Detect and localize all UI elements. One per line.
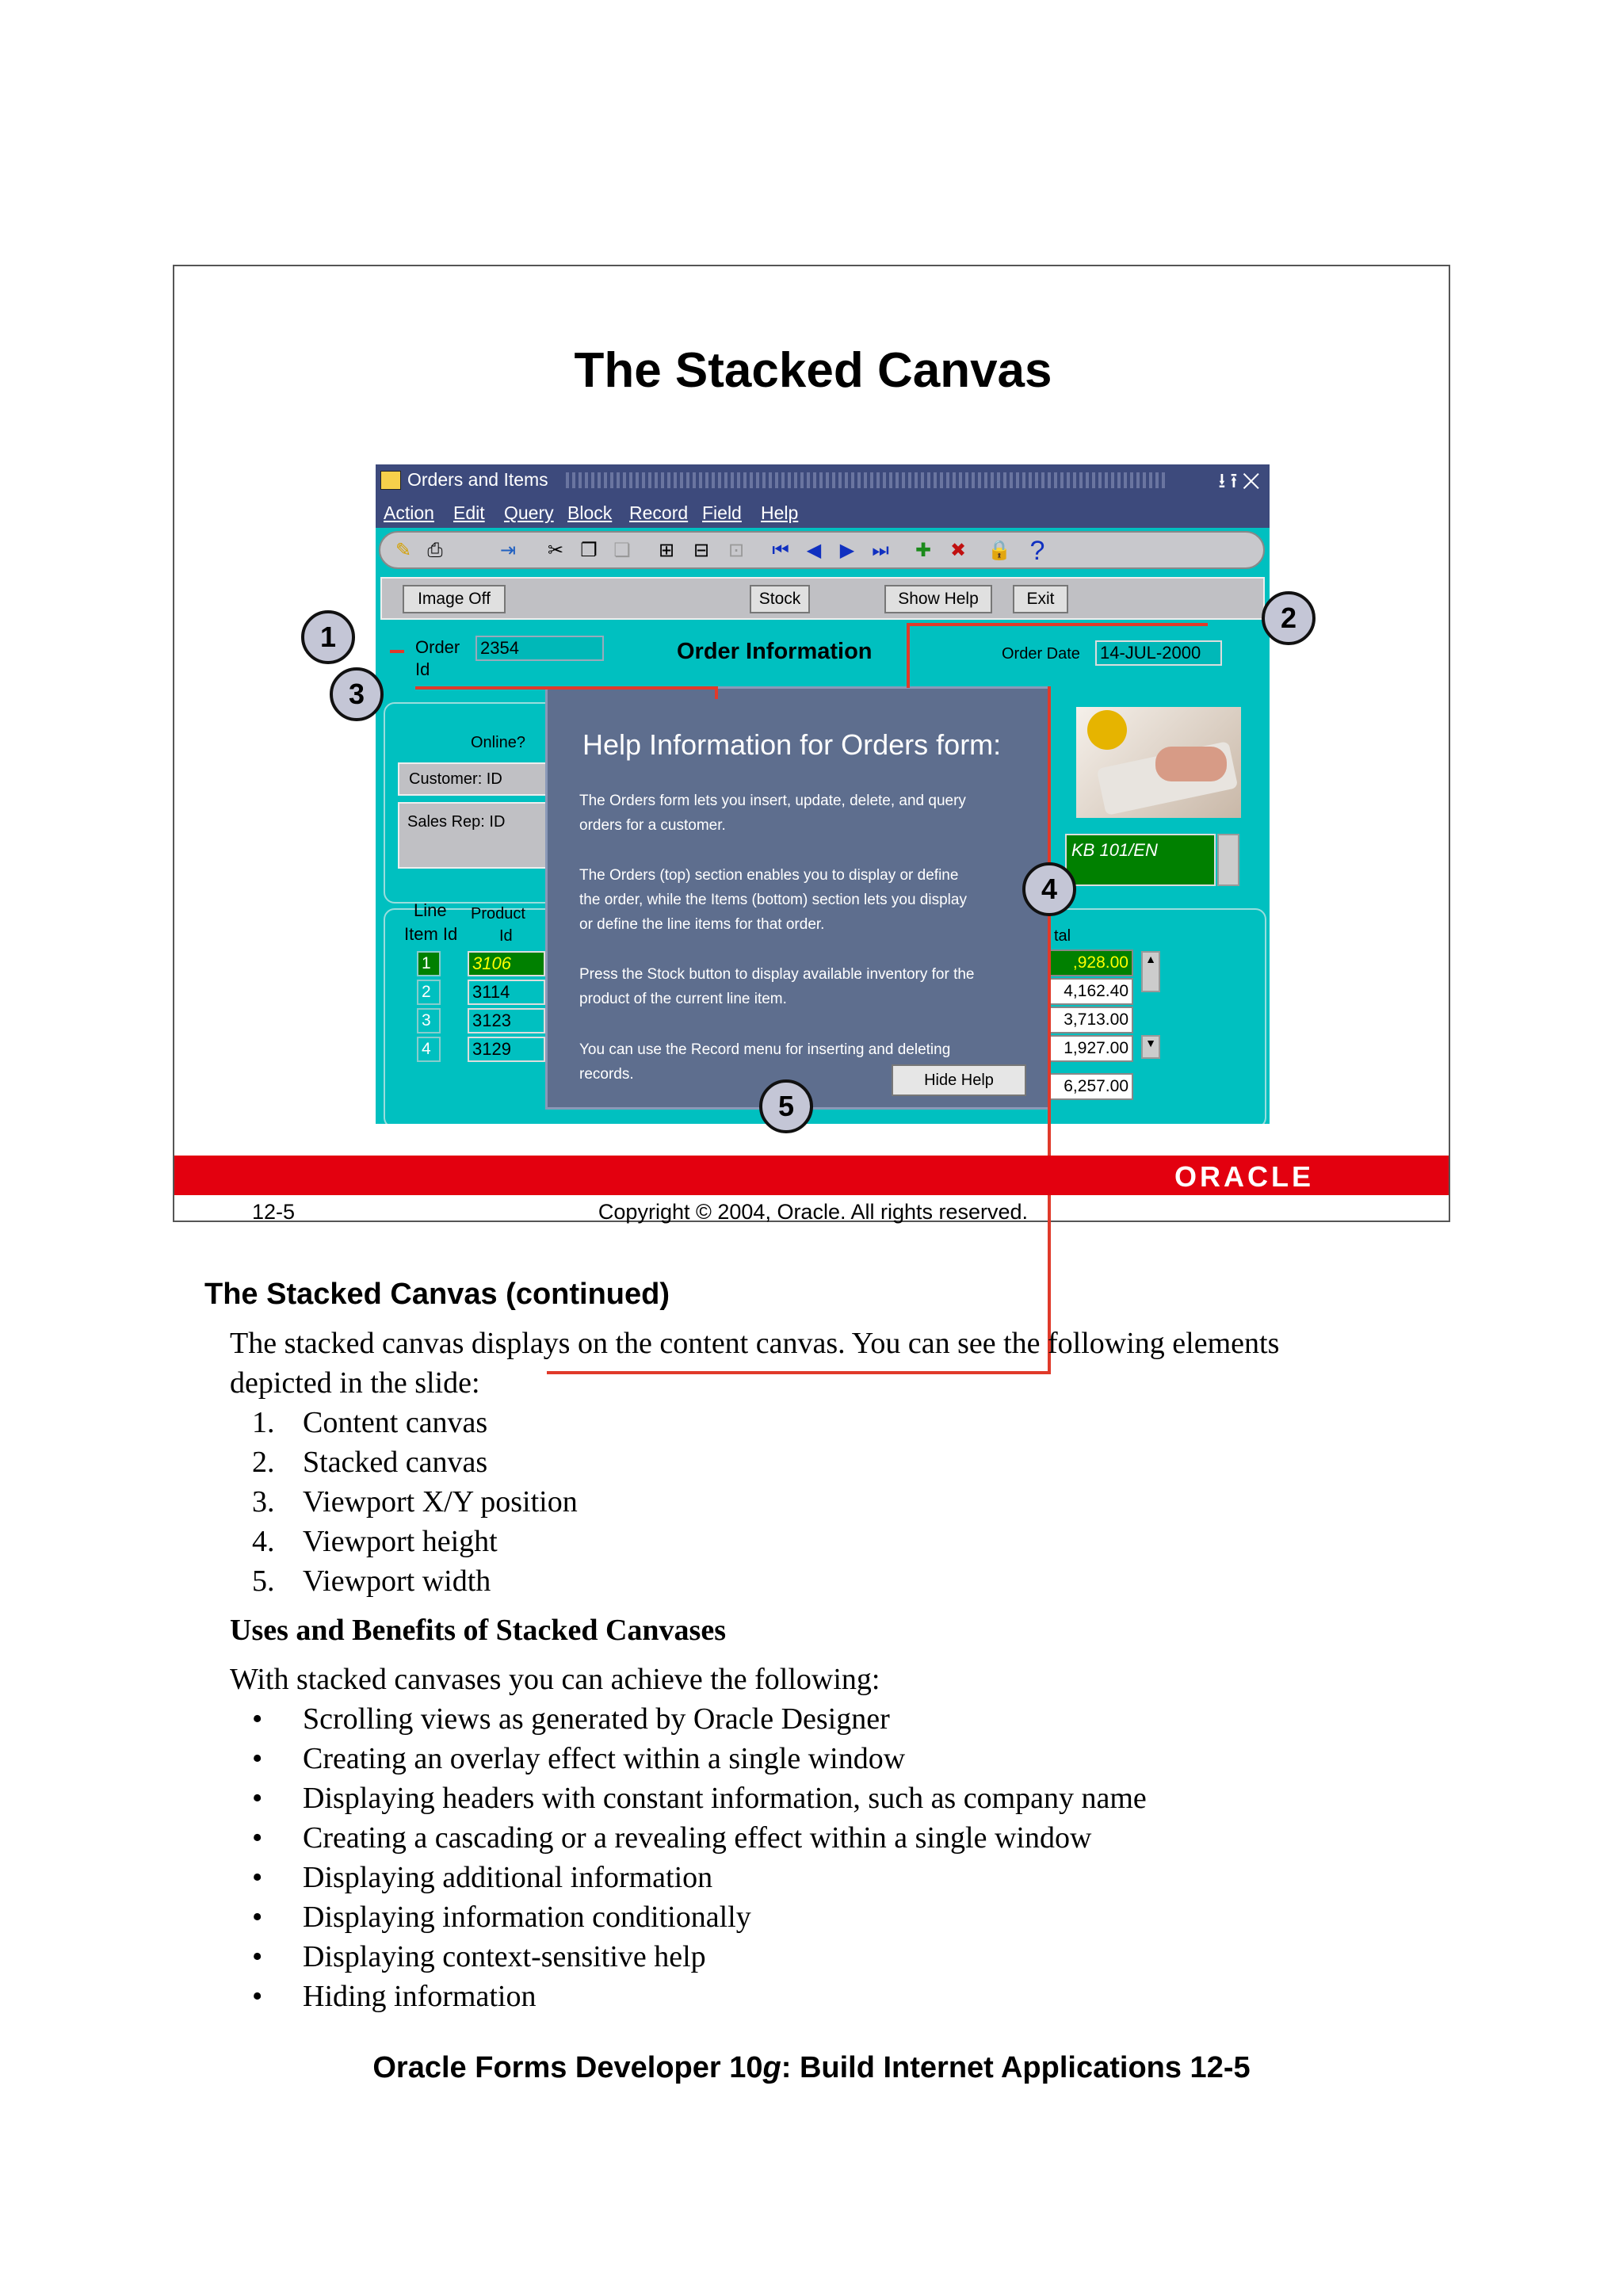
cancel-query-icon[interactable]: ⊡ <box>727 540 745 561</box>
callout-line-5-horizontal <box>547 1371 1048 1374</box>
save-icon[interactable]: ✎ <box>395 540 412 561</box>
line-item-id[interactable]: 1 <box>417 951 441 976</box>
list-item: Displaying information conditionally <box>303 1901 751 1934</box>
help-paragraph-line: product of the current line item. <box>579 991 787 1007</box>
bullet: • <box>252 1702 263 1736</box>
callout-5: 5 <box>759 1079 813 1133</box>
callout-line-4-vertical <box>1048 686 1051 1374</box>
sales-rep-id-label: Sales Rep: ID <box>407 813 506 831</box>
product-label: Product <box>471 905 525 923</box>
help-paragraph-line: Press the Stock button to display available inventory for the <box>579 966 975 983</box>
bullet: • <box>252 1980 263 2013</box>
list-item: Displaying headers with constant information, such as company name <box>303 1782 1147 1815</box>
window-title: Orders and Items <box>407 469 548 490</box>
help-title: Help Information for Orders form: <box>582 728 1002 761</box>
oracle-bar <box>174 1156 1449 1195</box>
footer-g: g <box>762 2051 781 2084</box>
callout-line-1 <box>390 650 404 653</box>
line-item-id[interactable]: 3 <box>417 1008 441 1033</box>
hide-help-button[interactable]: Hide Help <box>892 1064 1026 1096</box>
insert-record-icon[interactable]: ✚ <box>915 540 932 561</box>
copy-icon[interactable]: ❐ <box>580 540 598 561</box>
line-item-id[interactable]: 4 <box>417 1037 441 1062</box>
order-label: Order <box>415 637 460 657</box>
product-description-field[interactable]: KB 101/EN <box>1065 834 1216 886</box>
window-titlebar <box>376 464 1270 496</box>
menubar <box>376 496 1270 528</box>
slide-number: 12-5 <box>252 1200 296 1224</box>
bullet: • <box>252 1861 263 1894</box>
hands-shape <box>1155 747 1227 781</box>
flower-shape <box>1087 710 1127 750</box>
help-paragraph-line: records. <box>579 1066 634 1083</box>
help-paragraph-line: orders for a customer. <box>579 817 726 834</box>
close-icon[interactable]: ✕ <box>1242 468 1265 492</box>
customer-id-label: Customer: ID <box>409 770 502 788</box>
maximize-icon[interactable]: ⭱ <box>1230 468 1243 492</box>
button-bar <box>380 577 1265 620</box>
menu-query[interactable]: Query <box>504 502 554 523</box>
line-total[interactable]: 1,927.00 <box>1049 1035 1133 1062</box>
copyright-text: Copyright © 2004, Oracle. All rights reserved. <box>598 1200 1029 1224</box>
line-total[interactable]: ,928.00 <box>1049 949 1133 976</box>
minimize-icon[interactable]: ⭳ <box>1218 468 1231 492</box>
delete-record-icon[interactable]: ✖ <box>949 540 967 561</box>
menu-edit[interactable]: Edit <box>453 502 485 523</box>
line-product-id[interactable]: 3123 <box>468 1008 545 1033</box>
oracle-logo: ORACLE <box>1174 1160 1314 1193</box>
list-item-number: 3. <box>252 1485 275 1519</box>
order-date-field[interactable]: 14-JUL-2000 <box>1095 640 1222 666</box>
list-item-number: 4. <box>252 1525 275 1558</box>
line-product-id[interactable]: 3129 <box>468 1037 545 1062</box>
order-id-label: Id <box>415 659 430 679</box>
section-heading: The Stacked Canvas (continued) <box>204 1278 670 1311</box>
product-id-label: Id <box>499 927 513 945</box>
exit-button[interactable]: Exit <box>1013 585 1068 613</box>
items-scroll-down-icon[interactable]: ▼ <box>1141 1035 1160 1059</box>
callout-1: 1 <box>301 610 355 664</box>
list-item-number: 5. <box>252 1564 275 1598</box>
intro-line-2: depicted in the slide: <box>230 1366 480 1400</box>
order-total-field[interactable]: 6,257.00 <box>1049 1073 1133 1100</box>
items-scroll-up-icon[interactable]: ▲ <box>1141 951 1160 992</box>
previous-block-icon[interactable]: ⏮ <box>772 540 789 561</box>
help-paragraph-line: The Orders (top) section enables you to display or define <box>579 867 959 884</box>
list-item: Displaying context-sensitive help <box>303 1940 706 1973</box>
bullet: • <box>252 1782 263 1815</box>
previous-record-icon[interactable]: ◀ <box>806 540 822 561</box>
callout-line-2-drop <box>907 623 910 688</box>
help-paragraph-line: or define the line items for that order. <box>579 916 825 933</box>
bullet: • <box>252 1940 263 1973</box>
app-icon <box>380 471 401 490</box>
online-label: Online? <box>471 734 525 751</box>
line-label: Line <box>414 900 447 920</box>
help-stacked-canvas <box>545 686 1051 1110</box>
callout-line-3 <box>415 686 715 690</box>
cut-icon[interactable]: ✂ <box>547 540 564 561</box>
line-product-id[interactable]: 3114 <box>468 980 545 1005</box>
list-item: Hiding information <box>303 1980 537 2013</box>
line-item-id[interactable]: 2 <box>417 980 441 1005</box>
stock-button[interactable]: Stock <box>750 585 810 613</box>
line-product-id[interactable]: 3106 <box>468 951 545 976</box>
bullet: • <box>252 1742 263 1775</box>
next-record-icon[interactable]: ▶ <box>839 540 855 561</box>
image-off-button[interactable]: Image Off <box>403 585 506 613</box>
titlebar-texture <box>566 472 1168 488</box>
next-block-icon[interactable]: ⏭ <box>872 540 889 561</box>
callout-line-3-drop <box>715 686 718 699</box>
list-item: Viewport height <box>303 1525 498 1558</box>
show-help-button[interactable]: Show Help <box>884 585 992 613</box>
list-item: Creating an overlay effect within a single window <box>303 1742 906 1775</box>
footer-post: : Build Internet Applications 12-5 <box>781 2051 1251 2084</box>
menu-field[interactable]: Field <box>702 502 742 523</box>
callout-line-2 <box>907 623 1208 626</box>
page-footer <box>0 2051 1623 2085</box>
uses-subheading: Uses and Benefits of Stacked Canvases <box>230 1614 726 1647</box>
slide-frame <box>173 265 1450 1222</box>
list-item: Creating a cascading or a revealing effect within a single window <box>303 1821 1092 1855</box>
item-total-label: tal <box>1054 927 1071 945</box>
footer-pre: Oracle Forms Developer 10 <box>372 2051 763 2084</box>
menu-record[interactable]: Record <box>629 502 689 523</box>
help-icon[interactable]: ? <box>1029 536 1045 566</box>
help-paragraph-line: The Orders form lets you insert, update, delete, and query <box>579 793 966 809</box>
description-scrollbar[interactable] <box>1217 834 1239 886</box>
list-item-number: 1. <box>252 1406 275 1439</box>
product-image <box>1076 707 1241 818</box>
callout-3: 3 <box>330 667 384 721</box>
menu-help[interactable]: Help <box>761 502 799 523</box>
list-item: Viewport width <box>303 1564 491 1598</box>
print-icon[interactable]: ⎙ <box>427 540 443 561</box>
order-id-field[interactable]: 2354 <box>475 636 604 661</box>
line-total[interactable]: 4,162.40 <box>1049 978 1133 1005</box>
list-item: Stacked canvas <box>303 1446 488 1479</box>
callout-2: 2 <box>1262 591 1316 645</box>
order-date-label: Order Date <box>1002 645 1080 663</box>
order-information-heading: Order Information <box>677 639 873 664</box>
item-id-label: Item Id <box>404 924 458 944</box>
execute-query-icon[interactable]: ⊟ <box>693 540 710 561</box>
uses-intro: With stacked canvases you can achieve the following: <box>230 1663 880 1696</box>
menu-block[interactable]: Block <box>567 502 613 523</box>
list-item: Viewport X/Y position <box>303 1485 578 1519</box>
toolbar <box>379 531 1265 569</box>
callout-4: 4 <box>1022 862 1076 916</box>
list-item: Displaying additional information <box>303 1861 713 1894</box>
bullet: • <box>252 1901 263 1934</box>
exit-icon[interactable]: ⇥ <box>499 540 517 561</box>
list-item-number: 2. <box>252 1446 275 1479</box>
paste-icon[interactable]: ❏ <box>613 540 631 561</box>
list-item: Content canvas <box>303 1406 488 1439</box>
slide-title: The Stacked Canvas <box>574 343 1052 398</box>
enter-query-icon[interactable]: ⊞ <box>658 540 675 561</box>
help-paragraph-line: the order, while the Items (bottom) section lets you display <box>579 892 967 908</box>
line-total[interactable]: 3,713.00 <box>1049 1007 1133 1033</box>
lock-record-icon[interactable]: 🔒 <box>987 540 1011 561</box>
bullet: • <box>252 1821 263 1855</box>
menu-action[interactable]: Action <box>384 502 434 523</box>
help-paragraph-line: You can use the Record menu for inserting and deleting <box>579 1041 951 1058</box>
intro-line-1: The stacked canvas displays on the content canvas. You can see the following elements <box>230 1327 1280 1360</box>
list-item: Scrolling views as generated by Oracle Designer <box>303 1702 890 1736</box>
